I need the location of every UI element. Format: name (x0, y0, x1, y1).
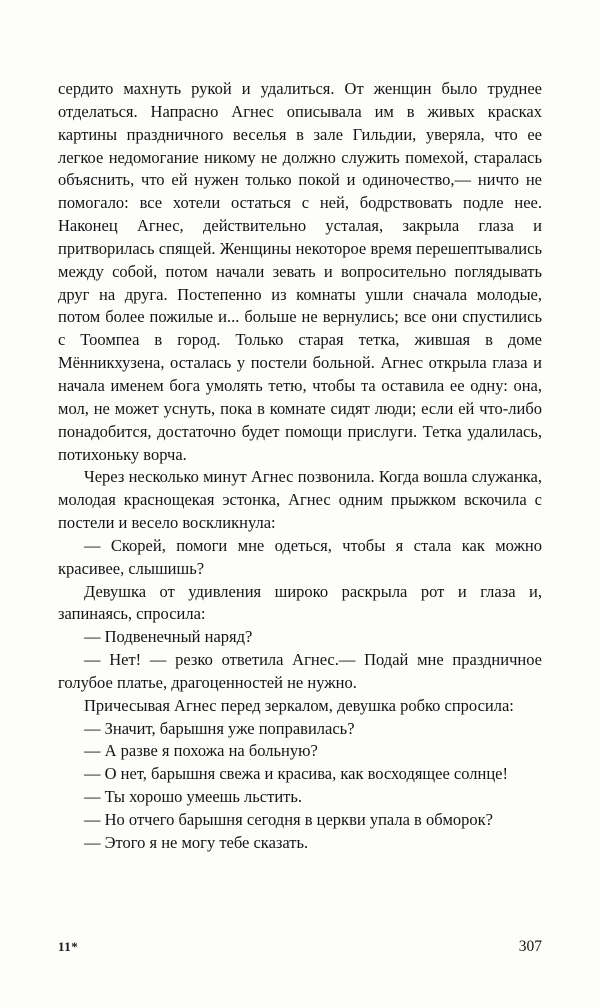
paragraph: — Ты хорошо умеешь льстить. (84, 787, 303, 807)
page-footer (58, 938, 542, 956)
paragraph: — Подвенечный наряд? (84, 627, 253, 647)
paragraph: — А разве я похожа на больную? (84, 741, 318, 761)
paragraph: Причесывая Агнес перед зеркалом, девушка робко спросила: (84, 695, 514, 715)
paragraph: — О нет, барышня свежа и красива, как восходящее солнце! (84, 764, 508, 784)
paragraph: — Скорей, помоги мне одеться, чтобы я стала как можно красивее, слышишь? (58, 535, 542, 578)
paragraph: — Этого я не могу тебе сказать. (84, 832, 309, 852)
paragraph: Девушка от удивления широко раскрыла рот и глаза и, запинаясь, спросила: (58, 581, 542, 624)
paragraph: сердито махнуть рукой и удалиться. От женщин было труднее отделаться. Напрасно Агнес описывала им в живых красках картины праздничного веселья в зале Гильдии, уверяла, что ее легкое недомогание никому не должно служить помехой, старалась объяснить, что ей нужен только покой и одиночество,— ничто не помогало: все хотели остаться с ней, бодрствовать подле нее. Наконец Агнес, действительно усталая, закрыла глаза и притворилась спящей. Женщины некоторое время перешептывались между собой, потом начали зевать и вопросительно поглядывать друг на друга. Постепенно из комнаты ушли сначала молодые, потом более пожилые и... больше не вернулись; все они спустились с Тоомпеа в город. Только старая тетка, жившая в доме Мённикхузена, осталась у постели больной. Агнес открыла глаза и начала именем бога умолять тетю, чтобы та оставила ее одну: она, мол, не может уснуть, пока в комнате сидят люди; если ей что-либо понадобится, достаточно будет помощи прислуги. Тетка удалилась, потихоньку ворча. (58, 79, 542, 464)
page-body (58, 78, 542, 855)
paragraph: — Значит, барышня уже поправилась? (84, 718, 355, 738)
signature-mark: 11* (58, 939, 79, 954)
paragraph: — Нет! — резко ответила Агнес.— Подай мне праздничное голубое платье, драгоценностей не нужно. (58, 650, 542, 692)
paragraph: Через несколько минут Агнес позвонила. Когда вошла служанка, молодая краснощекая эстонка, Агнес одним прыжком вскочила с постели и весело воскликнула: (58, 467, 542, 533)
page-number: 307 (518, 938, 542, 955)
paragraph: — Но отчего барышня сегодня в церкви упала в обморок? (84, 810, 493, 829)
